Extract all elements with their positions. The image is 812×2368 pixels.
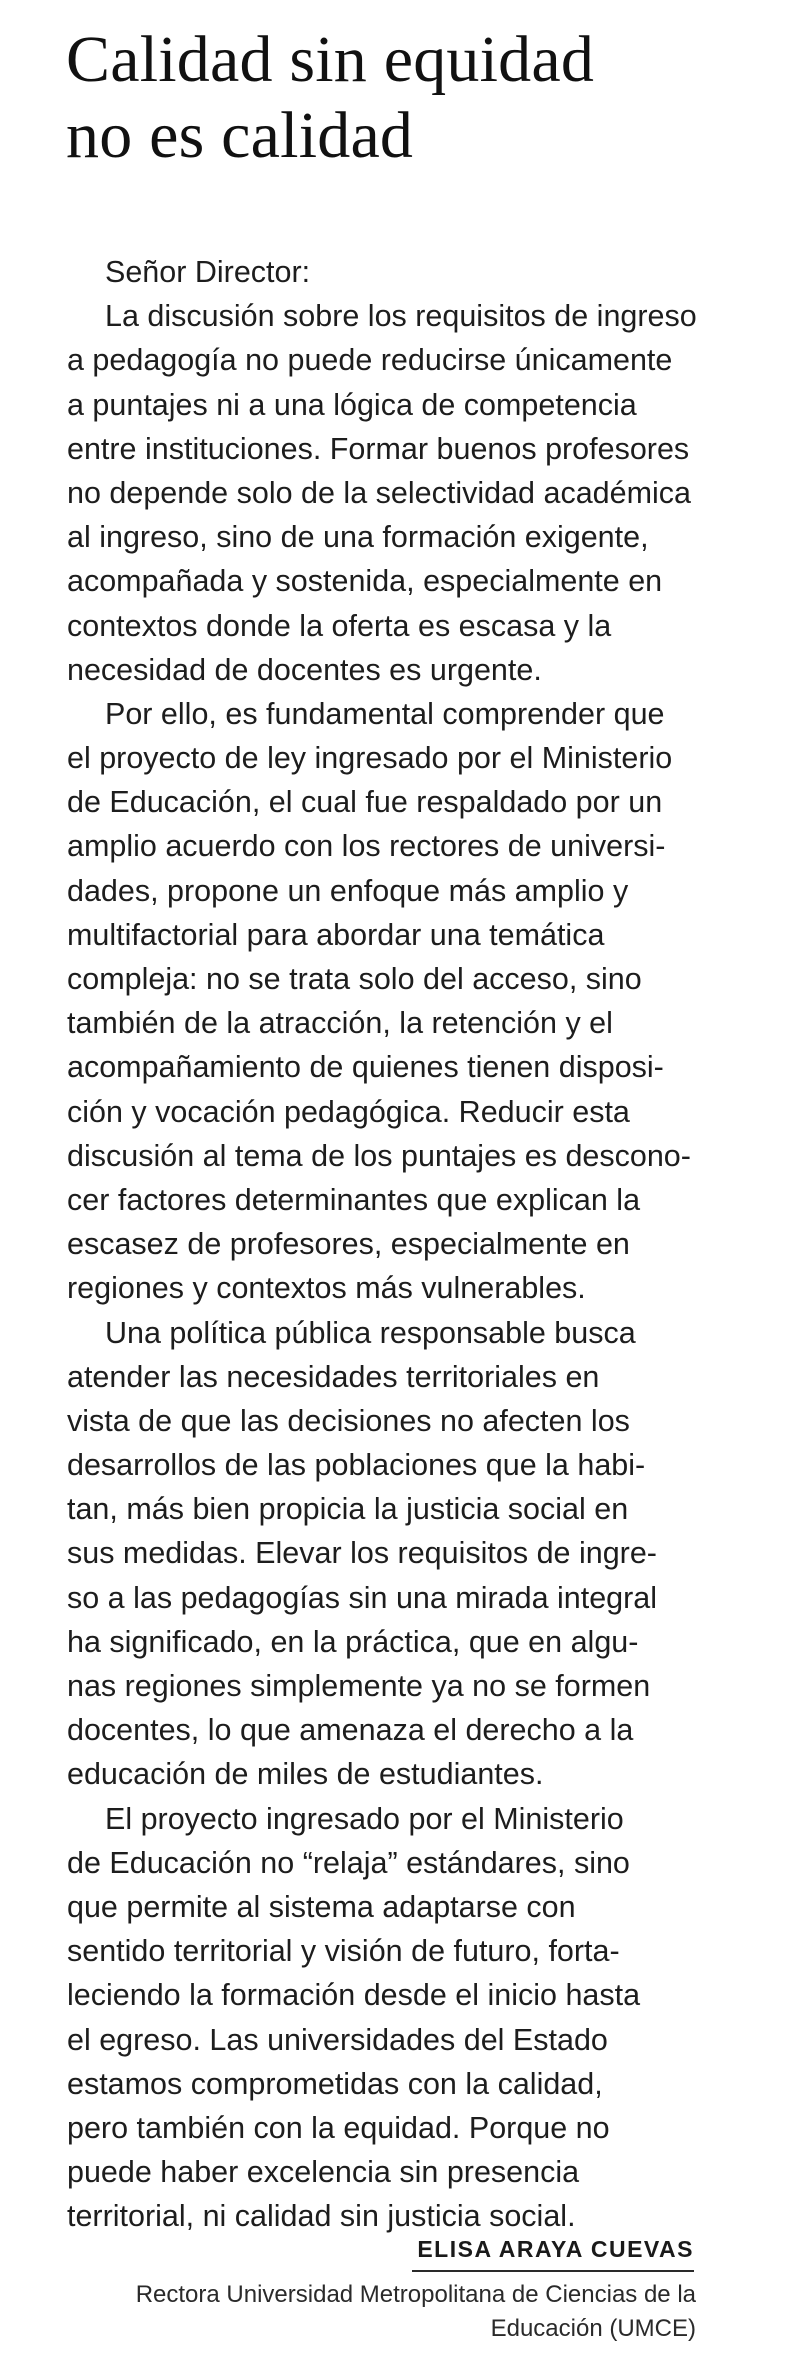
body-line: a puntajes ni a una lógica de competencia — [67, 387, 637, 422]
body-line: acompañada y sostenida, especialmente en — [67, 564, 663, 599]
letter-body — [67, 250, 707, 2238]
body-line: vista de que las decisiones no afecten los — [67, 1403, 630, 1438]
body-line: ha significado, en la práctica, que en algu- — [67, 1624, 639, 1659]
body-line: ción y vocación pedagógica. Reducir esta — [67, 1094, 630, 1129]
body-line: nas regiones simplemente ya no se formen — [67, 1669, 651, 1703]
author-name: ELISA ARAYA CUEVAS — [417, 2236, 694, 2262]
body-line: atender las necesidades territoriales en — [67, 1359, 600, 1394]
author-affiliation — [60, 2278, 696, 2346]
body-line: entre instituciones. Formar buenos profesores — [67, 431, 690, 466]
body-line: también de la atracción, la retención y el — [67, 1006, 613, 1041]
body-line: cer factores determinantes que explican la — [67, 1182, 641, 1217]
body-line: no depende solo de la selectividad académica — [67, 475, 691, 510]
body-line: tan, más bien propicia la justicia social en — [67, 1492, 629, 1527]
body-line: acompañamiento de quienes tienen disposi- — [67, 1050, 664, 1085]
body-line: territorial, ni calidad sin justicia social. — [67, 2199, 576, 2234]
body-line: puede haber excelencia sin presencia — [67, 2155, 580, 2190]
body-line: a pedagogía no puede reducirse únicamente — [67, 343, 673, 378]
body-line: Por ello, es fundamental comprender que — [105, 696, 665, 731]
body-line: La discusión sobre los requisitos de ingreso — [105, 299, 697, 334]
headline — [66, 22, 766, 174]
body-line: regiones y contextos más vulnerables. — [67, 1271, 586, 1306]
body-line: educación de miles de estudiantes. — [67, 1757, 544, 1792]
body-line: estamos comprometidas con la calidad, — [67, 2066, 603, 2101]
body-line: pero también con la equidad. Porque no — [67, 2110, 610, 2145]
headline-line-1: Calidad sin equidad — [66, 23, 595, 96]
body-line: Una política pública responsable busca — [105, 1315, 636, 1350]
body-line: sus medidas. Elevar los requisitos de ingre- — [67, 1536, 657, 1571]
body-line: amplio acuerdo con los rectores de universi- — [67, 829, 666, 864]
salutation: Señor Director: — [105, 255, 311, 289]
headline-line-2: no es calidad — [66, 99, 414, 172]
body-line: dades, propone un enfoque más amplio y — [67, 873, 629, 908]
affiliation-line-1: Rectora Universidad Metropolitana de Ciencias de la — [135, 2281, 696, 2308]
body-line: al ingreso, sino de una formación exigente, — [67, 520, 649, 555]
body-line: el proyecto de ley ingresado por el Ministerio — [67, 741, 673, 776]
signature-divider — [412, 2270, 694, 2272]
body-line: contextos donde la oferta es escasa y la — [67, 608, 612, 643]
body-line: so a las pedagogías sin una mirada integral — [67, 1580, 658, 1615]
body-line: de Educación, el cual fue respaldado por un — [67, 785, 663, 820]
body-line: de Educación no “relaja” estándares, sino — [67, 1845, 630, 1880]
body-line: escasez de profesores, especialmente en — [67, 1227, 630, 1262]
body-line: sentido territorial y visión de futuro, forta- — [67, 1934, 620, 1969]
body-line: desarrollos de las poblaciones que la habi- — [67, 1448, 646, 1483]
affiliation-line-2: Educación (UMCE) — [490, 2315, 696, 2342]
body-line: que permite al sistema adaptarse con — [67, 1889, 576, 1924]
body-line: discusión al tema de los puntajes es descono- — [67, 1138, 691, 1173]
body-line: compleja: no se trata solo del acceso, sino — [67, 962, 642, 996]
body-line: docentes, lo que amenaza el derecho a la — [67, 1713, 634, 1748]
body-line: leciendo la formación desde el inicio hasta — [67, 1978, 641, 2013]
body-line: El proyecto ingresado por el Ministerio — [105, 1801, 624, 1836]
body-line: necesidad de docentes es urgente. — [67, 652, 542, 687]
body-line: el egreso. Las universidades del Estado — [67, 2022, 608, 2057]
body-line: multifactorial para abordar una temática — [67, 917, 605, 952]
